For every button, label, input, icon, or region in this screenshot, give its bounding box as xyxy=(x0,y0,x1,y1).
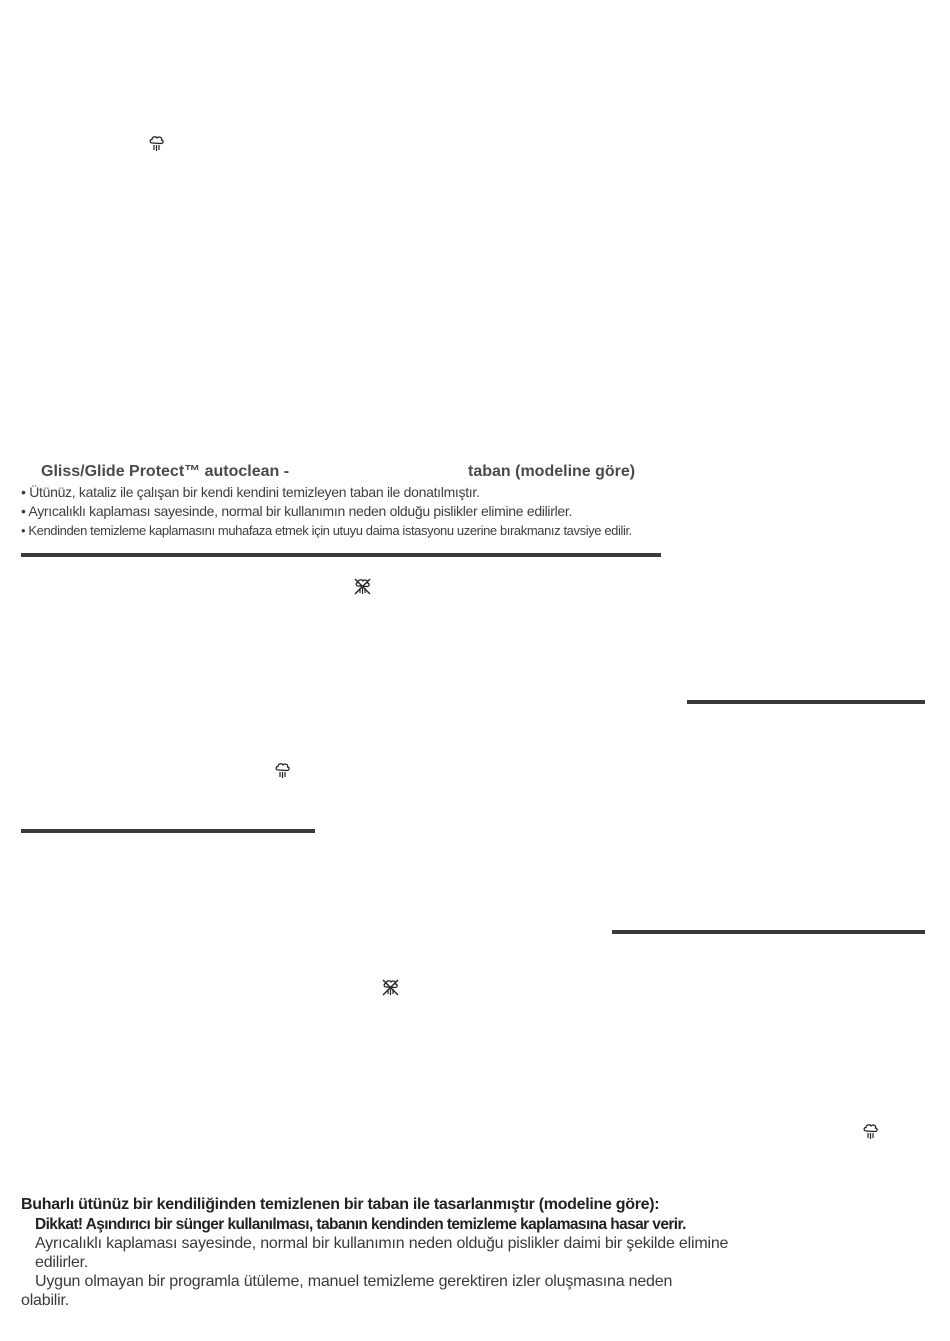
paragraph-line: edilirler. xyxy=(35,1254,89,1271)
section-title-left: Gliss/Glide Protect™ autoclean - xyxy=(41,463,290,480)
steam-off-icon xyxy=(353,577,372,596)
divider xyxy=(612,930,925,934)
paragraph-line: Ayrıcalıklı kaplaması sayesinde, normal bir kullanımın neden olduğu pislikler daimi bir şekilde elimine xyxy=(35,1235,729,1252)
section-title: Buharlı ütünüz bir kendiliğinden temizlenen bir taban ile tasarlanmıştır (modeline göre): xyxy=(21,1196,660,1213)
warning-text: Dikkat! Aşındırıcı bir sünger kullanılması, tabanın kendinden temizleme kaplamasına hasar verir. xyxy=(35,1216,686,1233)
bullet-item: • Kendinden temizleme kaplamasını muhafaza etmek için utuyu daima istasyonu uzerine bırakmanız tavsiye edilir. xyxy=(21,523,632,538)
steam-cloud-icon xyxy=(862,1122,879,1140)
bullet-item: • Ayrıcalıklı kaplaması sayesinde, normal bir kullanımın neden olduğu pislikler elimine edilirler. xyxy=(21,503,573,519)
bullet-item: • Ütünüz, kataliz ile çalışan bir kendi kendini temizleyen taban ile donatılmıştır. xyxy=(21,484,480,500)
divider xyxy=(21,829,315,833)
steam-cloud-icon xyxy=(274,761,291,779)
section-title-right: taban (modeline göre) xyxy=(468,463,636,480)
steam-off-icon xyxy=(381,978,400,997)
divider xyxy=(687,700,925,704)
divider xyxy=(21,553,661,557)
paragraph-line: Uygun olmayan bir programla ütüleme, manuel temizleme gerektiren izler oluşmasına neden xyxy=(35,1273,673,1290)
paragraph-line: olabilir. xyxy=(21,1292,70,1309)
steam-cloud-icon xyxy=(148,134,165,152)
